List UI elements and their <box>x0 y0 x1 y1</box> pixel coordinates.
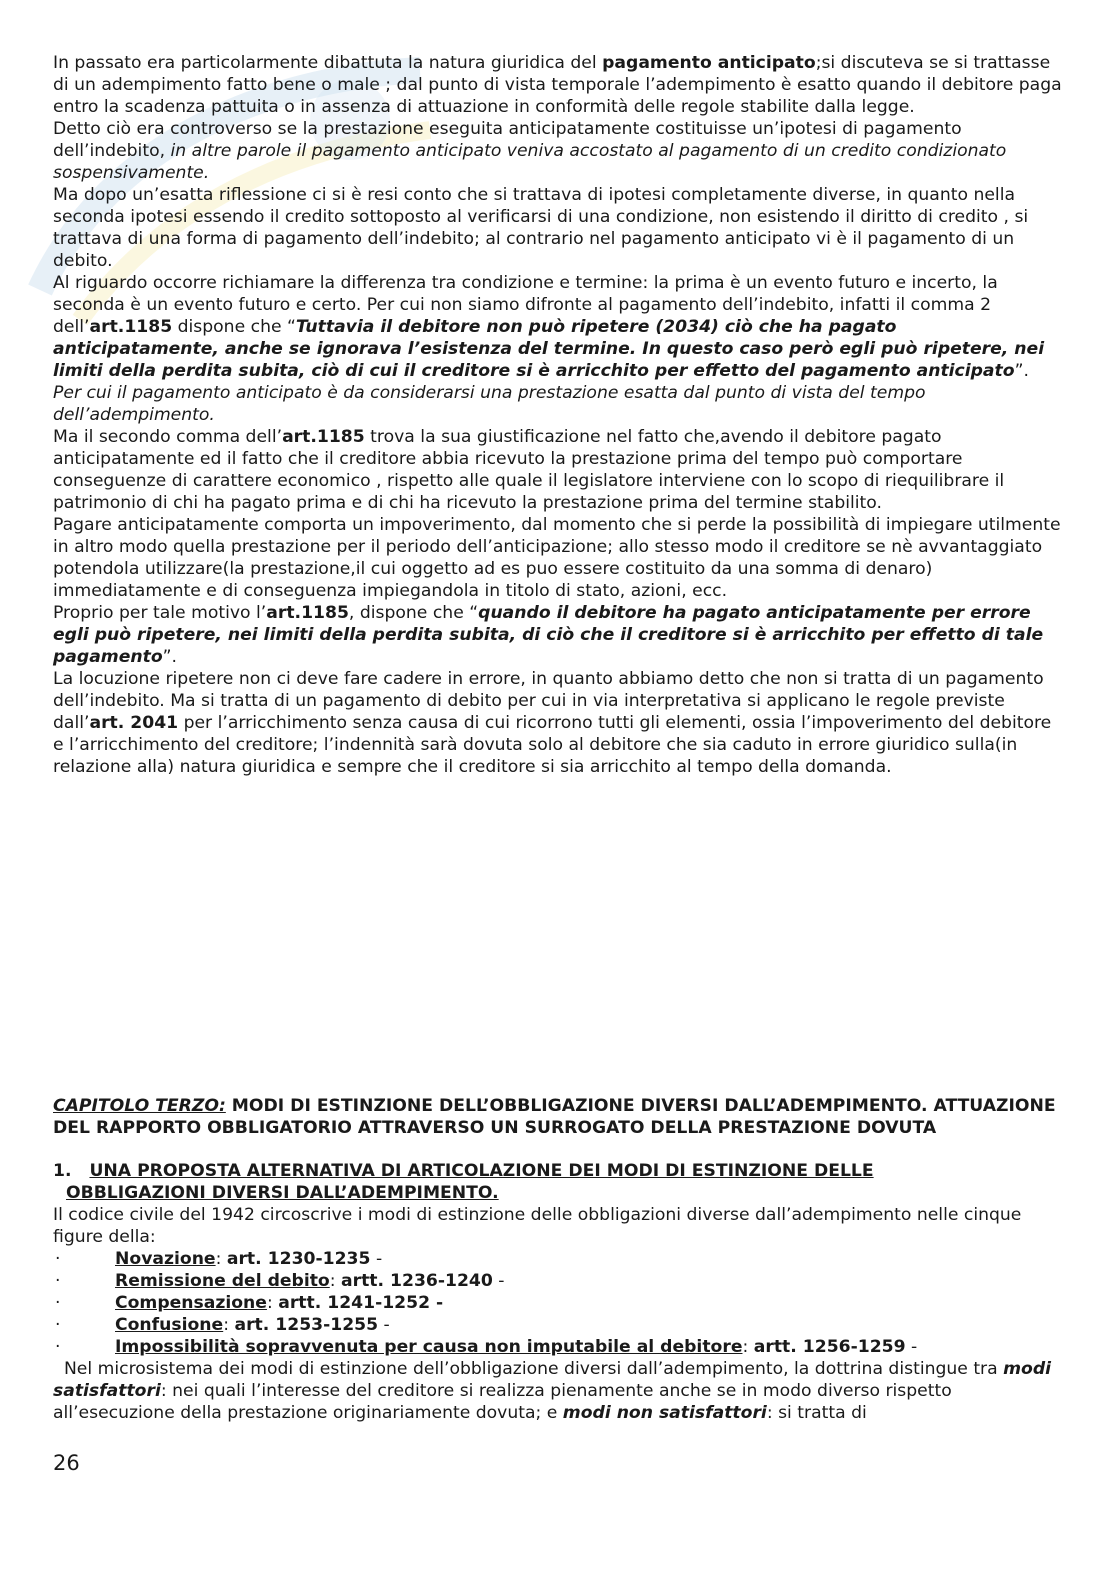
chapter-label: CAPITOLO TERZO: <box>53 1096 226 1116</box>
page-number: 26 <box>53 1451 80 1475</box>
bullet: · <box>55 1337 61 1357</box>
list-item: · Compensazione: artt. 1241-1252 - <box>55 1293 444 1313</box>
paragraph-5: Per cui il pagamento anticipato è da considerarsi una prestazione esatta dal punto di vista del tempo dell’adempimento. <box>53 383 926 425</box>
paragraph-8: Proprio per tale motivo l’art.1185, dispone che “quando il debitore ha pagato anticipatamente per errore egli può ripetere, nei limiti della perdita subita, di ciò che il creditore si è arricchito per effetto di tale pagamento”. <box>53 603 1044 667</box>
list-item: · Impossibilità sopravvenuta per causa non imputabile al debitore: artt. 1256-1259 - <box>55 1337 918 1357</box>
bullet: · <box>55 1249 61 1269</box>
paragraph-9: La locuzione ripetere non ci deve fare cadere in errore, in quanto abbiamo detto che non si tratta di un pagamento dell’indebito. Ma si tratta di un pagamento di debito per cui in via interpretativa si applicano le regole previste dall’art. 2041 per l’arricchimento senza causa di cui ricorrono tutti gli elementi, ossia l’impoverimento del debitore e l’arricchimento del creditore; l’indennità sarà dovuta solo al debitore che sia caduto in errore giuridico sulla(in relazione alla) natura giuridica e sempre che il creditore si sia arricchito al tempo della domanda. <box>53 669 1052 777</box>
body-text <box>53 52 1065 778</box>
bullet: · <box>55 1271 61 1291</box>
section-title-line1: UNA PROPOSTA ALTERNATIVA DI ARTICOLAZIONE DEI MODI DI ESTINZIONE DELLE <box>89 1161 874 1181</box>
paragraph-4: Al riguardo occorre richiamare la differenza tra condizione e termine: la prima è un evento futuro e incerto, la seconda è un evento futuro e certo. Per cui non siamo difronte al pagamento dell’indebito, infatti il comma 2 dell’art.1185 dispone che “Tuttavia il debitore non può ripetere (2034) ciò che ha pagato anticipatamente, anche se ignorava l’esistenza del termine. In questo caso però egli può ripetere, nei limiti della perdita subita, ciò di cui il creditore si è arricchito per effetto del pagamento anticipato”. <box>53 273 1045 381</box>
section-title-line2: OBBLIGAZIONI DIVERSI DALL’ADEMPIMENTO. <box>66 1183 499 1203</box>
list-item: · Novazione: art. 1230-1235 - <box>55 1249 383 1269</box>
closing-paragraph: Nel microsistema dei modi di estinzione dell’obbligazione diversi dall’adempimento, la dottrina distingue tra modi satisfattori: nei quali l’interesse del creditore si realizza pienamente anche se in modo diverso rispetto all’esecuzione della prestazione originariamente dovuta; e modi non satisfattori: si tratta di <box>53 1359 1058 1423</box>
list-item: · Remissione del debito: artt. 1236-1240 - <box>55 1271 505 1291</box>
section-number: 1. <box>53 1161 72 1181</box>
section-body <box>53 1204 1065 1424</box>
bullet: · <box>55 1315 61 1335</box>
intro-paragraph: Il codice civile del 1942 circoscrive i modi di estinzione delle obbligazioni diverse dall’adempimento nelle cinque figure della: <box>53 1205 1022 1247</box>
bullet: · <box>55 1293 61 1313</box>
paragraph-1: In passato era particolarmente dibattuta la natura giuridica del pagamento anticipato;si discuteva se si trattasse di un adempimento fatto bene o male ; dal punto di vista temporale l’adempimento è esatto quando il debitore paga entro la scadenza pattuita o in assenza di attuazione in conformità delle regole stabilite dalla legge. <box>53 53 1062 117</box>
paragraph-6: Ma il secondo comma dell’art.1185 trova la sua giustificazione nel fatto che,avendo il debitore pagato anticipatamente ed il fatto che il creditore abbia ricevuto la prestazione prima del tempo può comportare conseguenze di carattere economico , rispetto alle quale il legislatore interviene con lo scopo di riequilibrare il patrimonio di chi ha pagato prima e di chi ha ricevuto la prestazione prima del termine stabilito. <box>53 427 1005 513</box>
section-heading <box>53 1160 1065 1204</box>
chapter-title: MODI DI ESTINZIONE DELL’OBBLIGAZIONE DIVERSI DALL’ADEMPIMENTO. ATTUAZIONE DEL RAPPORTO OBBLIGATORIO ATTRAVERSO UN SURROGATO DELLA PRESTAZIONE DOVUTA <box>53 1096 1056 1138</box>
chapter-heading <box>53 1095 1065 1139</box>
paragraph-2: Detto ciò era controverso se la prestazione eseguita anticipatamente costituisse un’ipotesi di pagamento dell’indebito, in altre parole il pagamento anticipato veniva accostato al pagamento di un credito condizionato sospensivamente. <box>53 119 1007 183</box>
paragraph-7: Pagare anticipatamente comporta un impoverimento, dal momento che si perde la possibilità di impiegare utilmente in altro modo quella prestazione per il periodo dell’anticipazione; allo stesso modo il creditore se nè avvantaggiato potendola utilizzare(la prestazione,il cui oggetto ad es puo essere costituito da una somma di denaro) immediatamente e di conseguenza impiegandola in titolo di stato, azioni, ecc. <box>53 515 1061 601</box>
list-item: · Confusione: art. 1253-1255 - <box>55 1315 390 1335</box>
paragraph-3: Ma dopo un’esatta riflessione ci si è resi conto che si trattava di ipotesi completamente diverse, in quanto nella seconda ipotesi essendo il credito sottoposto al verificarsi di una condizione, non esistendo il diritto di credito , si trattava di una forma di pagamento dell’indebito; al contrario nel pagamento anticipato vi è il pagamento di un debito. <box>53 185 1029 271</box>
